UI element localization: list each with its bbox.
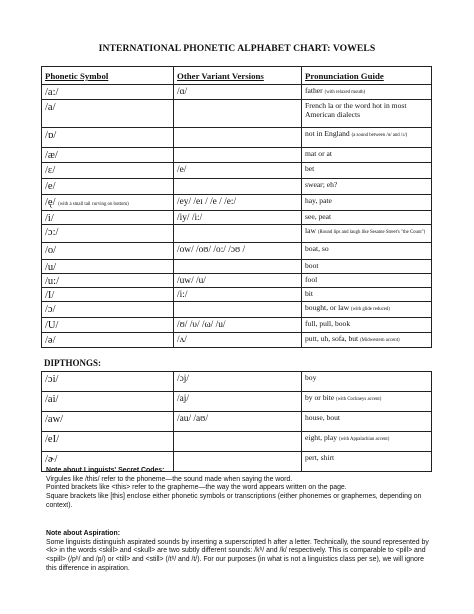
pronunciation-guide-cell — [302, 392, 432, 412]
table-row — [42, 260, 432, 274]
phonetic-symbol-cell — [42, 225, 174, 243]
pronunciation-guide-cell — [302, 412, 432, 432]
table-row — [42, 274, 432, 288]
table-row — [42, 195, 432, 211]
pronunciation-guide-cell — [302, 288, 432, 302]
secret-codes-line: Pointed brackets like <this> refer to the grapheme—the way the word appears written on the page. — [46, 484, 347, 492]
pronunciation-guide-cell — [302, 225, 432, 243]
variant-versions-cell — [174, 302, 302, 318]
table-row — [42, 179, 432, 195]
phonetic-symbol-cell — [42, 163, 174, 179]
pronunciation-guide-note: (a sound between /ɑ/ and /ɔ/) — [351, 133, 408, 138]
phonetic-symbol-cell — [42, 412, 174, 432]
pronunciation-guide-cell — [302, 274, 432, 288]
phonetic-symbol-cell — [42, 288, 174, 302]
table-row — [42, 302, 432, 318]
phonetic-symbol-cell — [42, 100, 174, 128]
variant-versions-cell — [174, 179, 302, 195]
pronunciation-guide-text: putt, uh, sofa, but — [305, 334, 359, 343]
pronunciation-guide-note: (with Appalachian accent) — [338, 437, 390, 442]
pronunciation-guide-text: mat or at — [305, 149, 332, 158]
variant-versions-cell: /ow/ /oʊ/ /o:/ /ɔʊ / — [174, 243, 302, 260]
variant-versions-cell: /au/ /aʊ/ — [174, 412, 302, 432]
pronunciation-guide-note: (with glide reduced) — [351, 307, 390, 312]
pronunciation-guide-cell — [302, 318, 432, 333]
table-row — [42, 372, 432, 392]
table-row — [42, 100, 432, 128]
variant-versions-cell — [174, 100, 302, 128]
table-row — [42, 211, 432, 225]
phonetic-symbol-cell — [42, 211, 174, 225]
secret-codes-heading: Note about Linguists' Secret Codes: — [46, 467, 165, 474]
pronunciation-guide-text: boot — [305, 261, 319, 270]
variant-versions-cell: /ʌ/ — [174, 333, 302, 348]
dipthongs-body — [42, 372, 432, 472]
phonetic-symbol-cell — [42, 148, 174, 163]
phonetic-symbol-cell — [42, 195, 174, 211]
variant-versions-cell: /ɔj/ — [174, 372, 302, 392]
table-row — [42, 225, 432, 243]
vowels-header-row — [42, 67, 432, 85]
variant-versions-cell — [174, 225, 302, 243]
pronunciation-guide-cell — [302, 432, 432, 452]
phonetic-symbol-cell — [42, 372, 174, 392]
aspiration-heading: Note about Aspiration: — [46, 530, 121, 537]
pronunciation-guide-cell — [302, 243, 432, 260]
pronunciation-guide-text: by or bite — [305, 393, 335, 402]
pronunciation-guide-text: pert, shirt — [305, 453, 335, 462]
variant-versions-cell: /uw/ /u/ — [174, 274, 302, 288]
variant-versions-cell: /iy/ /i:/ — [174, 211, 302, 225]
pronunciation-guide-text: father — [305, 86, 323, 95]
phonetic-symbol: /U/ — [45, 320, 59, 331]
phonetic-symbol: /aw/ — [45, 414, 64, 425]
pronunciation-guide-cell — [302, 85, 432, 100]
phonetic-symbol: /ɛ/ — [45, 165, 56, 176]
symbol-note: (with a small tail curving on bottom) — [58, 202, 129, 207]
table-row — [42, 412, 432, 432]
phonetic-symbol-cell — [42, 302, 174, 318]
table-row — [42, 243, 432, 260]
pronunciation-guide-text: house, bout — [305, 413, 341, 422]
phonetic-symbol-cell — [42, 85, 174, 100]
pronunciation-guide-text: eight, play — [305, 433, 338, 442]
variant-versions-cell: /aj/ — [174, 392, 302, 412]
phonetic-symbol: /u/ — [45, 262, 57, 273]
vowels-table — [41, 66, 432, 348]
dipthongs-table — [41, 371, 432, 472]
table-row — [42, 392, 432, 412]
variant-versions-cell — [174, 260, 302, 274]
pronunciation-guide-text: bit — [305, 289, 314, 298]
secret-codes-note — [46, 467, 431, 511]
table-row — [42, 333, 432, 348]
pronunciation-guide-cell — [302, 179, 432, 195]
header-other-variants: Other Variant Versions — [174, 67, 302, 85]
dipthongs-title: DIPTHONGS: — [44, 358, 102, 368]
secret-codes-line: Virgules like /this/ refer to the phoneme—the sound made when saying the word. — [46, 475, 293, 483]
phonetic-symbol: /ɒ/ — [45, 130, 57, 141]
phonetic-symbol-cell — [42, 128, 174, 148]
phonetic-symbol: /o/ — [45, 245, 57, 256]
phonetic-symbol: /eI/ — [45, 434, 59, 445]
phonetic-symbol-cell — [42, 179, 174, 195]
vowels-body — [42, 85, 432, 348]
pronunciation-guide-cell — [302, 163, 432, 179]
phonetic-symbol-cell — [42, 274, 174, 288]
phonetic-symbol: /ę/ — [45, 197, 56, 208]
variant-versions-cell: /i:/ — [174, 288, 302, 302]
phonetic-symbol: /e/ — [45, 181, 56, 192]
table-row — [42, 85, 432, 100]
phonetic-symbol-cell — [42, 432, 174, 452]
phonetic-symbol: /ai/ — [45, 394, 59, 405]
variant-versions-cell: /ʊ/ /υ/ /ω/ /u/ — [174, 318, 302, 333]
pronunciation-guide-cell — [302, 148, 432, 163]
pronunciation-guide-note: (with Cockneys accent) — [336, 397, 382, 402]
pronunciation-guide-text: bought, or law — [305, 303, 350, 312]
pronunciation-guide-text: see, peat — [305, 212, 332, 221]
phonetic-symbol: /i/ — [45, 213, 54, 224]
header-phonetic-symbol: Phonetic Symbol — [42, 67, 174, 85]
table-row — [42, 148, 432, 163]
phonetic-symbol: /ɔ/ — [45, 304, 56, 315]
pronunciation-guide-text: boat, so — [305, 244, 329, 253]
secret-codes-line: Square brackets like [this] enclose either phonetic symbols or transcriptions (either phonemes or graphemes, depending on context). — [46, 493, 422, 509]
aspiration-note — [46, 530, 431, 574]
pronunciation-guide-note: (with relaxed mouth) — [324, 90, 366, 95]
pronunciation-guide-text: hay, pate — [305, 196, 332, 205]
pronunciation-guide-cell — [302, 128, 432, 148]
pronunciation-guide-text: fool — [305, 275, 318, 284]
pronunciation-guide-note: (Midwestern accent) — [360, 338, 400, 343]
phonetic-symbol: /ə/ — [45, 335, 56, 346]
phonetic-symbol-cell — [42, 260, 174, 274]
pronunciation-guide-note: (Round lips and laugh like Sesame Street's "the Count") — [317, 230, 426, 235]
phonetic-symbol-cell — [42, 333, 174, 348]
phonetic-symbol-cell — [42, 243, 174, 260]
table-row — [42, 288, 432, 302]
pronunciation-guide-text: boy — [305, 373, 317, 382]
header-pronunciation-guide: Pronunciation Guide — [302, 67, 432, 85]
phonetic-symbol-cell — [42, 392, 174, 412]
pronunciation-guide-cell — [302, 372, 432, 392]
table-row — [42, 128, 432, 148]
pronunciation-guide-text: bet — [305, 164, 315, 173]
pronunciation-guide-cell — [302, 333, 432, 348]
table-row — [42, 318, 432, 333]
pronunciation-guide-cell — [302, 302, 432, 318]
variant-versions-cell — [174, 432, 302, 452]
phonetic-symbol: /ɔi/ — [45, 374, 59, 385]
pronunciation-guide-text: law — [305, 226, 316, 235]
pronunciation-guide-text: French la or the word hot in most American dialects — [305, 101, 407, 120]
variant-versions-cell — [174, 128, 302, 148]
phonetic-symbol: /æ/ — [45, 150, 58, 161]
phonetic-symbol: /I/ — [45, 290, 55, 301]
pronunciation-guide-cell — [302, 260, 432, 274]
phonetic-symbol: /ɚ/ — [45, 454, 58, 465]
pronunciation-guide-cell — [302, 211, 432, 225]
phonetic-symbol: /a:/ — [45, 87, 59, 98]
pronunciation-guide-text: swear; eh? — [305, 180, 338, 189]
variant-versions-cell: /ɑ/ — [174, 85, 302, 100]
variant-versions-cell — [174, 148, 302, 163]
phonetic-symbol: /a/ — [45, 102, 56, 113]
pronunciation-guide-text: full, pull, book — [305, 319, 351, 328]
page-title: INTERNATIONAL PHONETIC ALPHABET CHART: VOWELS — [98, 43, 376, 54]
aspiration-text: Some linguists distinguish aspirated sounds by inserting a superscripted h after a letter. Technically, the sound represented by <k> in the words <skill> and <skull> are two subtly different sounds: /kʰ/ and /k/ respectively. This is comparable to <pill> and <spill> (/pʰ/ and /p/) or <till> and <still> (/tʰ/ and /t/). For our purposes (in what is not a linguistics class per se), we will ignore this difference in aspiration. — [46, 538, 429, 572]
table-row — [42, 432, 432, 452]
pronunciation-guide-cell — [302, 100, 432, 128]
table-row — [42, 163, 432, 179]
pronunciation-guide-cell — [302, 195, 432, 211]
phonetic-symbol: /u:/ — [45, 276, 60, 287]
phonetic-symbol-cell — [42, 318, 174, 333]
variant-versions-cell: /ey/ /eɪ / /e / /e:/ — [174, 195, 302, 211]
variant-versions-cell: /e/ — [174, 163, 302, 179]
phonetic-symbol: /ɔ:/ — [45, 227, 59, 238]
pronunciation-guide-text: not in England — [305, 129, 350, 138]
